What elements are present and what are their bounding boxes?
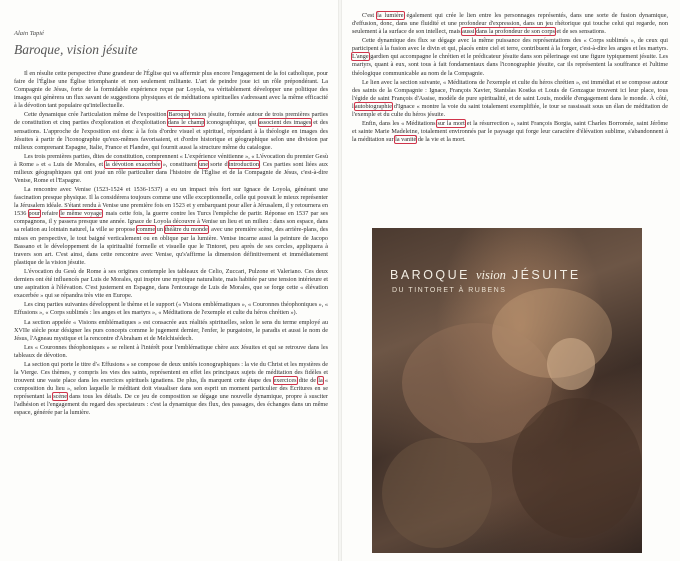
book-gutter xyxy=(338,0,342,561)
highlighted-phrase: introduction xyxy=(228,160,259,168)
text-run: de la vie et la mort. xyxy=(416,136,466,144)
text-run: », constituent xyxy=(160,160,200,168)
paragraph xyxy=(352,12,668,36)
highlighted-phrase: la vanité xyxy=(395,136,417,144)
paragraph xyxy=(14,268,328,300)
text-run: L'évocation du Gesù de Rome à ses origines contemple les tableaux de Celio, Zuccari, Pulzone et Valeriano. Ces deux derniers ont été influencés par Luis de Morales, qui inspire une mystique naturaliste, mais habitée par une tension intérieure et une aspiration à l'élévation. C'est justement en Espagne, dans l'entourage de Luis de Morales, que se forge cette « élévation exacerbée » qui se répandra très vite en Europe. xyxy=(14,267,328,300)
text-run: « composition du lieu », selon laquelle le méditant doit visualiser dans son esprit un moment particulier des Écritures en se représentant la xyxy=(14,377,329,401)
author-name: Alain Tapié xyxy=(14,30,44,37)
text-run: iconographique, qui xyxy=(204,119,259,127)
highlighted-phrase: dans la profondeur de son corps xyxy=(476,28,555,36)
cover-subtitle: DU TINTORET À RUBENS xyxy=(392,287,507,294)
left-page-text xyxy=(14,70,328,419)
text-run: Cette dynamique des flux se dégage avec la même puissance des représentations des « Corps sublimés », de ceux qui participent à la fusion avec le divin et qui, placés entre ciel et terre, contribuent à la forger, c'est-à-dire les anges et les martyrs. xyxy=(352,37,668,53)
highlighted-phrase: Baroque xyxy=(168,111,190,119)
text-run: d'Ignace « montre la voie du saint totalement exemplifiée, le tour se rassissait sous un élan de méditation de l'exemple et du culte du héros jésuite. xyxy=(352,102,668,118)
paragraph xyxy=(352,120,668,144)
paragraph xyxy=(14,111,328,151)
text-run: . Ces parties sont liées aux milieux géographiques qui ont joué un rôle particulier dans l'histoire de l'Église et de la Compagnie de Jésus, c'est-à-dire Venise, Rome et l'Espagne. xyxy=(14,160,328,184)
cover-title xyxy=(390,268,581,283)
paragraph xyxy=(352,79,668,119)
highlighted-phrase: autobiographie xyxy=(354,102,392,110)
paragraph xyxy=(14,344,328,360)
highlighted-phrase: la lumière xyxy=(377,12,404,19)
highlighted-phrase: exercices xyxy=(273,377,297,385)
text-run: Il en résulte cette perspective d'une grandeur de l'Église qui va affermir plus encore l'engagement de la foi catholique, pour faire de l'Église une Église triomphante et non seulement militante. L'art de peindre joue ici un rôle prépondérant. La Compagnie de Jésus, forte de la formidable expérience reçue par Loyola, va véritablement développer une politique des images qui génèrera un flux savant de suggestions physiques et de méditations spirituelles s'adressant avec la même efficacité à la dévotion tant populaire qu'intellectuelle. xyxy=(14,70,328,110)
highlighted-phrase: dans le champ xyxy=(167,119,205,127)
highlighted-phrase: la dévotion exacerbée xyxy=(105,160,161,168)
highlighted-phrase: sur la mort xyxy=(437,120,465,128)
text-run: Les trois premières parties, dites de constitution, comprennent « L'expérience vénitienne », « L'évocation du premier Gesù à Rome » et « Luis de Morales, et xyxy=(14,152,328,168)
paragraph xyxy=(14,319,328,343)
highlighted-phrase: la xyxy=(318,377,323,385)
paragraph xyxy=(14,361,328,417)
highlighted-phrase: aussi xyxy=(462,28,475,36)
text-run: vision jésuite, formée autour de trois premières parties de constitution et cinq parties d'exploration et d'exploitation xyxy=(14,111,328,127)
highlighted-phrase: associent des images xyxy=(258,119,312,127)
cover-title-jesuite: JÉSUITE xyxy=(511,268,581,282)
highlighted-phrase: pour xyxy=(28,210,40,218)
text-run: La rencontre avec Venise (1523-1524 et 1536-1537) a eu un impact très fort sur Ignace de Loyola, générant une fascination presque physique. Il la considérera toujours comme une ville exceptionnelle, celle qui pouvait le mieux représenter la Jérusalem idéale. S'étant rendu à Venise une première fois en 1523 et y embarquant pour aller à Jérusalem, il y retournera en 1536 xyxy=(14,186,328,218)
text-run: La section qui porte le titre d'« Effusions » se compose de deux unités iconographiques : la vie du Christ et les mystères de la Vierge. Ces thèmes, y compris les vies des saints, représentent en effet les principaux sujets de méditation des fidèles et trouvent une vaste place dans les exercices spirituels ignatiens. De plus, ils marquent cette étape des xyxy=(14,361,328,385)
text-run: également qui crée le lien entre les personnages représentés, dans une sorte de fusion dynamique, d'effusion, donc, dans une fluidité et une profondeur d'expression, dans un jeu rhétorique qui touche celui qui regarde, non seulement à la surface de son intellect, mais xyxy=(352,12,668,36)
highlighted-phrase: le même voyage xyxy=(60,210,102,218)
highlighted-phrase: une xyxy=(199,160,209,168)
text-run: dans tous les détails. De ce jeu de composition se dégage une nouvelle dynamique, propre à susciter l'adhésion et l'engagement du regard des spectateurs : c'est la dynamique des flux, des passages, des échanges dans un même espace, générée par la lumière. xyxy=(14,393,328,417)
text-run: , mais cette fois, la guerre contre les Turcs l'empêche de partir. Réponse en 1537 par ses compagnons, il y passera presque une année. Ignace de Loyola découvre à Venise un lieu et un milieu : dans son espace, dans sa relation au lointain naturel, la ville se propose xyxy=(14,210,329,234)
text-run: et des sensations. L'approche de l'exposition est donc à la fois d'ordre visuel et spirituel, répondant à la théologie en images des Jésuites à partir de l'iconographie qu'eux-mêmes favorisaient, et d'ordre historique et géographique selon une division par milieux comprenant Espagne, Italie, France et Flandre, qui fournit aussi la structure même du catalogue. xyxy=(14,119,328,151)
text-run: refaire xyxy=(39,210,61,218)
painting-face-shape xyxy=(547,338,595,390)
text-run: et la résurrection », saint François Borgia, saint Charles Borromée, saint Jérôme et sainte Marie Madeleine, totalement environnés par le paysage qui forge leur caractère d'élévation sublime, s'abandonnent à la méditation sur xyxy=(352,120,668,144)
text-run: dite de xyxy=(296,377,319,385)
highlighted-phrase: théâtre du monde xyxy=(164,226,208,234)
paragraph xyxy=(14,186,328,266)
text-run: et de ses sensations. xyxy=(554,28,606,36)
text-run: Les cinq parties suivantes développent le thème et le support (« Visions emblématiques », « Couronnes théophoniques », « Effusions », « Corps sublimés : les anges et les martyrs », « Méditations de l'exemple et culte du héros chrétien »). xyxy=(14,301,328,317)
text-run: C'est xyxy=(362,12,378,19)
cover-title-vision: vision xyxy=(476,268,506,282)
right-page-text xyxy=(352,12,668,146)
paragraph xyxy=(14,153,328,185)
text-run: Le lien avec la section suivante, « Méditations de l'exemple et culte du héros chrétien », est immédiat et se compose autour des saints de la Compagnie : Ignace, François Xavier, Stanislas Kostka et Louis de Gonzague trouvent ici leur place, tous l'égide de saint François d'Assise, modèle de pure spiritualité, et de saint Louis, modèle d'engagement dans le monde. À côté, l' xyxy=(352,78,668,110)
text-run: , avec une première scène, des arrière-plans, des mises en perspective, le tout baigné verticalement ou en oblique par la lumière. Venise incarne aussi la peinture de Jacopo Bassano et le développement de la spiritualité formelle et visuelle que le Tintoret, peu après de ses cercles, appliquera à travers son art. C'est ainsi, dans cette rencontre avec Venise, qu's'affirme la dimension définitivement et immédiatement plastique de la vision jésuite. xyxy=(14,226,329,266)
paragraph xyxy=(352,37,668,77)
paragraph xyxy=(14,301,328,317)
painting-shadow-shape xyxy=(512,398,642,538)
cover-title-baroque: BAROQUE xyxy=(390,268,471,282)
chapter-title: Baroque, vision jésuite xyxy=(14,42,138,57)
text-run: un xyxy=(155,226,165,234)
catalog-cover-image xyxy=(372,228,642,553)
text-run: gardien qui accompagne le chrétien et le prédicateur jésuite dans son pèlerinage est une figure typiquement jésuite. Les martyrs, quant à eux, sont tous à fait fondamentaux dans l'iconographie jésuite, car ils représentent la souffrance et l'ultime théologique communicable au nom de la Compagnie. xyxy=(352,53,668,77)
highlighted-phrase: L'ange xyxy=(352,53,369,61)
text-run: La section appelée « Visions emblématiques » est consacrée aux réalités spirituelles, selon le sens du terme employé au XVIIe siècle pour désigner les purs concepts comme le jugement dernier, l'enfer, le purgatoire, le paradis et aussi le nom de Jésus, l'Agneau mystique et la rencontre d'Abraham et de Melchisédech. xyxy=(14,318,328,342)
paragraph xyxy=(14,70,328,110)
highlighted-phrase: comme xyxy=(136,226,156,234)
text-run: sorte d' xyxy=(208,160,229,168)
painting-drapery-shape xyxy=(382,438,492,548)
text-run: Les « Couronnes théophoniques » se relient à l'intérêt pour l'emblématique chère aux Jésuites et qui se retrouve dans les tableaux de dévotion. xyxy=(14,343,328,359)
text-run: Enfin, dans les « Méditations xyxy=(362,120,438,128)
text-run: Cette dynamique crée l'articulation même de l'exposition xyxy=(24,111,169,119)
highlighted-phrase: scène xyxy=(53,393,67,401)
